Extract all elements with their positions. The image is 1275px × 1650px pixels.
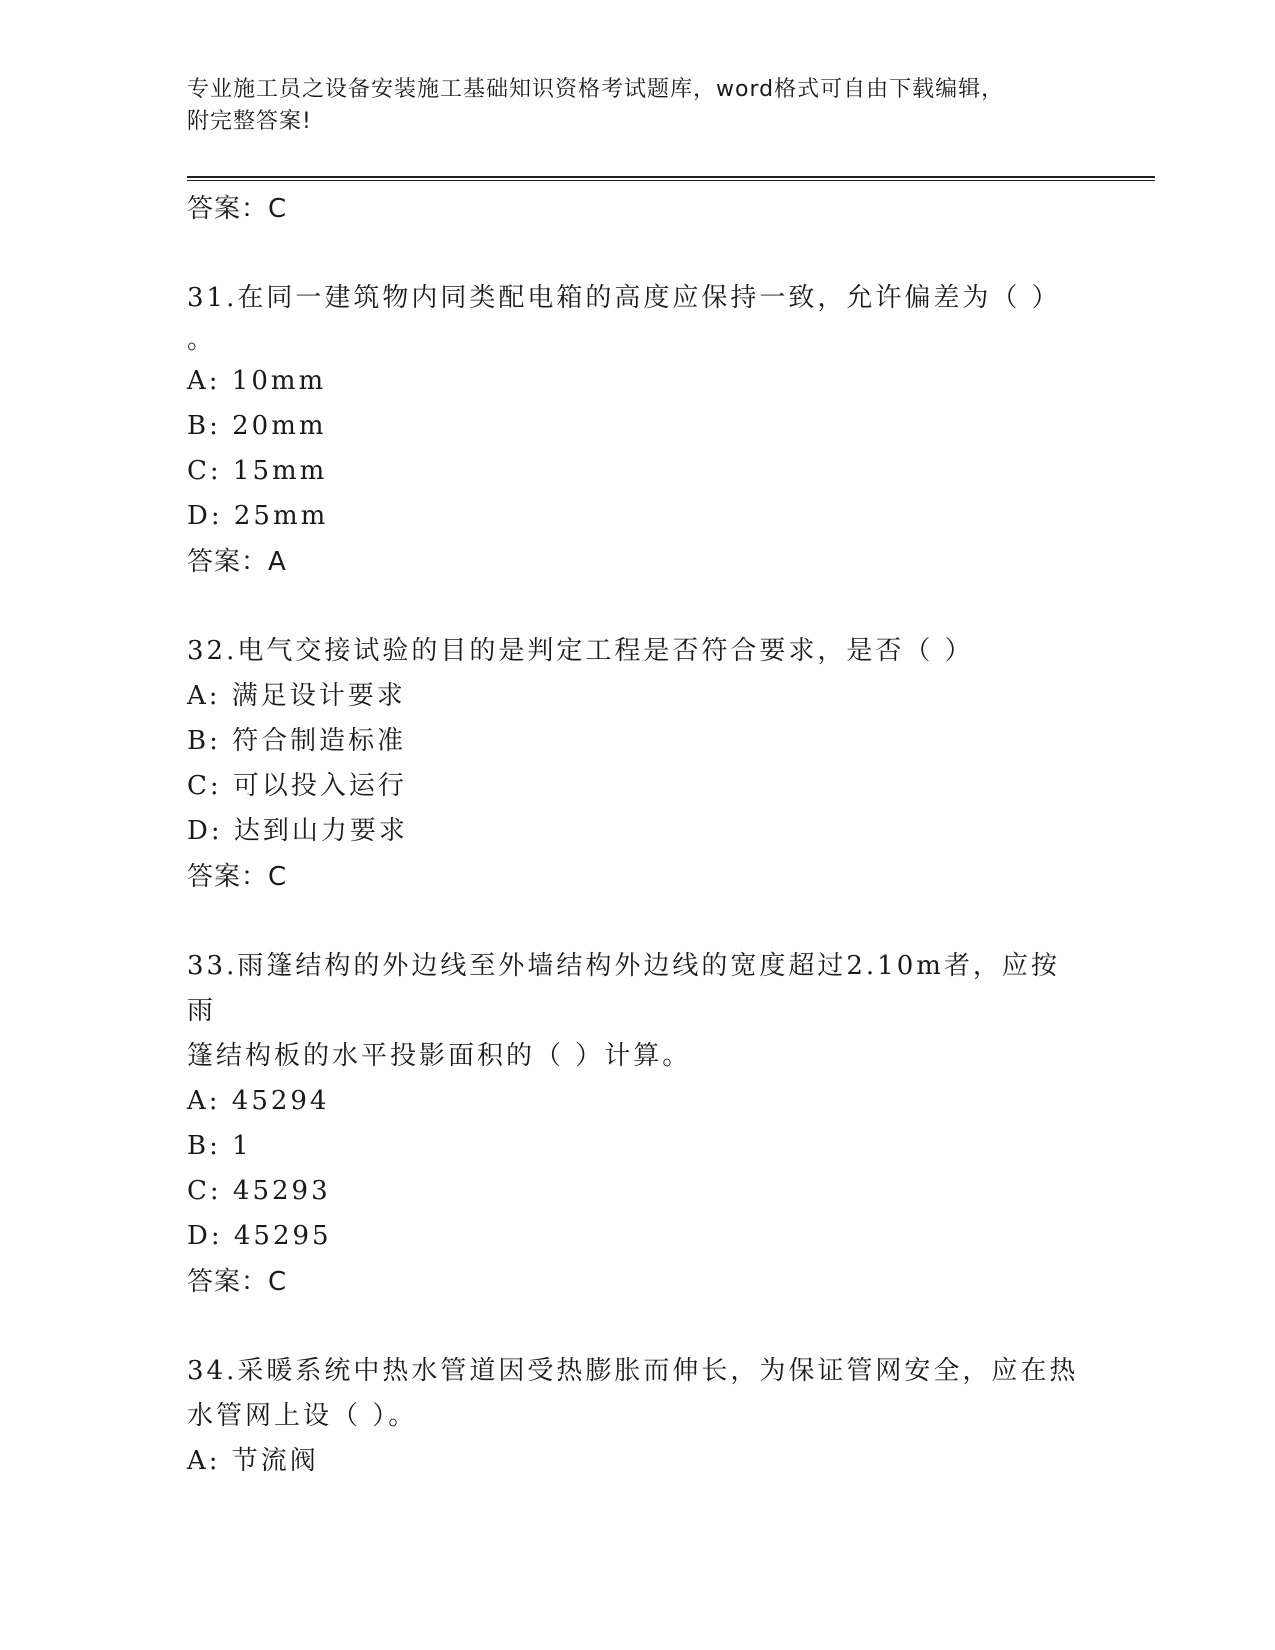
option-b: B: 20mm bbox=[187, 411, 327, 441]
option-c: C: 15mm bbox=[187, 456, 328, 486]
option-a: A: 10mm bbox=[187, 366, 327, 396]
question-text: 34.采暖系统中热水管道因受热膨胀而伸长，为保证管网安全，应在热 bbox=[187, 1356, 1079, 1386]
option-d: D: 45295 bbox=[187, 1221, 332, 1251]
question-31 bbox=[187, 276, 1087, 585]
answer: 答案：C bbox=[187, 862, 288, 892]
answer: 答案：A bbox=[187, 547, 287, 577]
document-page bbox=[187, 0, 1147, 1650]
previous-answer: 答案：C bbox=[187, 194, 288, 224]
option-b: B: 符合制造标准 bbox=[187, 726, 407, 756]
question-text: 31.在同一建筑物内同类配电箱的高度应保持一致，允许偏差为（ ） bbox=[187, 283, 1061, 313]
document-header bbox=[187, 74, 1067, 138]
question-text-continued: 篷结构板的水平投影面积的（ ）计算。 bbox=[187, 1041, 692, 1071]
question-list bbox=[187, 186, 1087, 1484]
header-divider bbox=[187, 176, 1155, 181]
header-line-2: 附完整答案! bbox=[187, 109, 312, 134]
spacer bbox=[187, 585, 1087, 629]
question-text-continued: 水管网上设（ ）。 bbox=[187, 1401, 418, 1431]
option-c: C: 可以投入运行 bbox=[187, 771, 407, 801]
question-32 bbox=[187, 629, 1087, 900]
question-text: 33.雨篷结构的外边线至外墙结构外边线的宽度超过2.10m者，应按雨 bbox=[187, 951, 1060, 1026]
option-a: A: 满足设计要求 bbox=[187, 681, 406, 711]
option-a: A: 45294 bbox=[187, 1086, 330, 1116]
option-a: A: 节流阀 bbox=[187, 1446, 319, 1476]
header-line-1: 专业施工员之设备安装施工基础知识资格考试题库，word格式可自由下载编辑， bbox=[187, 77, 1005, 102]
question-34 bbox=[187, 1349, 1087, 1484]
spacer bbox=[187, 232, 1087, 276]
spacer bbox=[187, 1305, 1087, 1349]
question-33 bbox=[187, 944, 1087, 1305]
question-text: 32.电气交接试验的目的是判定工程是否符合要求，是否（ ） bbox=[187, 636, 974, 666]
option-c: C: 45293 bbox=[187, 1176, 331, 1206]
option-b: B: 1 bbox=[187, 1131, 252, 1161]
answer: 答案：C bbox=[187, 1267, 288, 1297]
spacer bbox=[187, 900, 1087, 944]
option-d: D: 达到山力要求 bbox=[187, 816, 408, 846]
option-d: D: 25mm bbox=[187, 501, 329, 531]
question-text-continued: 。 bbox=[187, 325, 217, 355]
